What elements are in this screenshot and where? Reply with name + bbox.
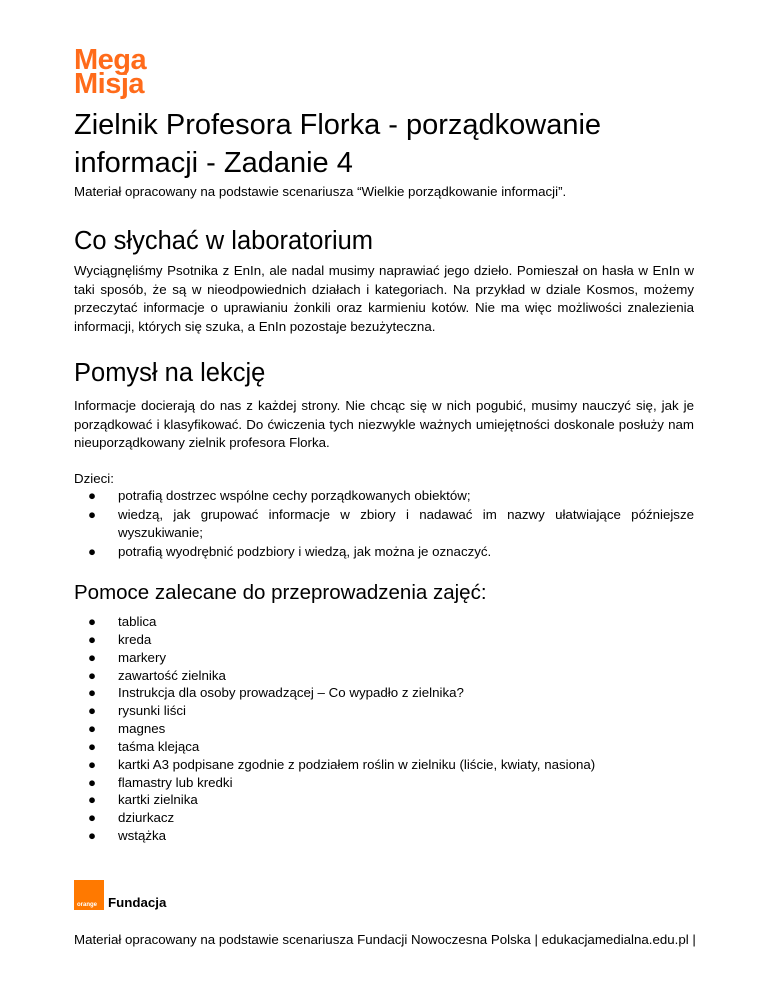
bullet-icon: ● (88, 703, 97, 719)
list-item-text: tablica (118, 614, 157, 629)
list-item (74, 809, 694, 827)
heading-idea: Pomysł na lekcję (74, 359, 266, 387)
aids-list (74, 613, 694, 845)
list-item-text: flamastry lub kredki (118, 774, 233, 790)
list-item-text: Instrukcja dla osoby prowadzącej – Co wypadło z zielnika? (118, 685, 464, 701)
list-item-text: potrafią wyodrębnić podzbiory i wiedzą, jak można je oznaczyć. (118, 543, 492, 559)
list-item-text: kreda (118, 631, 152, 647)
list-item (74, 506, 694, 543)
list-item (74, 756, 694, 774)
list-item (74, 613, 694, 631)
page-title: Zielnik Profesora Florka - porządkowanie informacji - Zadanie 4 (74, 109, 602, 179)
bullet-icon: ● (88, 614, 97, 629)
list-item-text: potrafią dostrzec wspólne cechy porządkowanych obiektów; (118, 488, 471, 503)
list-item (74, 684, 694, 702)
bullet-icon: ● (88, 828, 97, 844)
bullet-icon: ● (88, 631, 97, 647)
list-item-text: wiedzą, jak grupować informacje w zbiory i nadawać im nazwy ułatwiające późniejsze wyszukiwanie; (118, 506, 694, 540)
heading-lab: Co słychać w laboratorium (74, 227, 374, 255)
list-item (74, 543, 694, 562)
list-item (74, 720, 694, 738)
list-item (74, 667, 694, 685)
list-item-text: taśma klejąca (118, 738, 200, 754)
list-item-text: dziurkacz (118, 810, 175, 826)
bullet-icon: ● (88, 685, 97, 701)
foundation-label: Fundacja (108, 895, 167, 910)
bullet-icon: ● (88, 506, 97, 522)
megamisja-logo (74, 44, 147, 100)
bullet-icon: ● (88, 721, 97, 737)
list-item (74, 649, 694, 667)
list-item (74, 774, 694, 792)
bullet-icon: ● (88, 543, 97, 559)
page-subtitle: Materiał opracowany na podstawie scenariusza “Wielkie porządkowanie informacji”. (74, 184, 567, 199)
footer-text: Materiał opracowany na podstawie scenariusza Fundacji Nowoczesna Polska | edukacjamedialna.edu.pl | (74, 932, 696, 947)
kids-list (74, 487, 694, 561)
list-item (74, 791, 694, 809)
list-item (74, 702, 694, 720)
list-item-text: kartki A3 podpisane zgodnie z podziałem roślin w zielniku (liście, kwiaty, nasiona) (118, 756, 596, 772)
heading-aids: Pomoce zalecane do przeprowadzenia zajęć: (74, 581, 487, 604)
list-item (74, 738, 694, 756)
list-item-text: magnes (118, 721, 166, 737)
bullet-icon: ● (88, 649, 97, 665)
list-item (74, 487, 694, 506)
bullet-icon: ● (88, 488, 97, 503)
logo-line-mega: Mega (74, 44, 147, 76)
logo-line-misja: Misja (74, 68, 145, 100)
lab-paragraph: Wyciągnęliśmy Psotnika z EnIn, ale nadal musimy naprawiać jego dzieło. Pomieszał on hasła w EnIn w taki sposób, że są w nieodpowiednich działach i kategoriach. Na przykład w dziale Kosmos, możemy przeczytać informacje o uprawianiu żonkili oraz karmieniu kotów. Nie ma więc możliwości znalezienia informacji, których się szuka, a EnIn pozostaje bezużyteczna. (74, 263, 694, 334)
list-item-text: kartki zielnika (118, 792, 198, 808)
bullet-icon: ● (88, 792, 97, 808)
orange-logo (74, 880, 104, 910)
kids-label: Dzieci: (74, 471, 114, 486)
idea-paragraph: Informacje docierają do nas z każdej strony. Nie chcąc się w nich pogubić, musimy nauczyć się, jak je porządkować i klasyfikować. Do ćwiczenia tych niezwykle ważnych umiejętności doskonale posłuży nam nieuporządkowany zielnik profesora Florka. (74, 398, 694, 450)
list-item (74, 827, 694, 845)
list-item-text: wstążka (118, 828, 167, 844)
orange-wordmark: orange (77, 902, 98, 908)
list-item (74, 631, 694, 649)
bullet-icon: ● (88, 738, 97, 754)
list-item-text: rysunki liści (118, 703, 186, 719)
bullet-icon: ● (88, 667, 97, 683)
bullet-icon: ● (88, 810, 97, 826)
bullet-icon: ● (88, 774, 97, 790)
list-item-text: markery (118, 649, 167, 665)
bullet-icon: ● (88, 756, 97, 772)
list-item-text: zawartość zielnika (118, 667, 226, 683)
